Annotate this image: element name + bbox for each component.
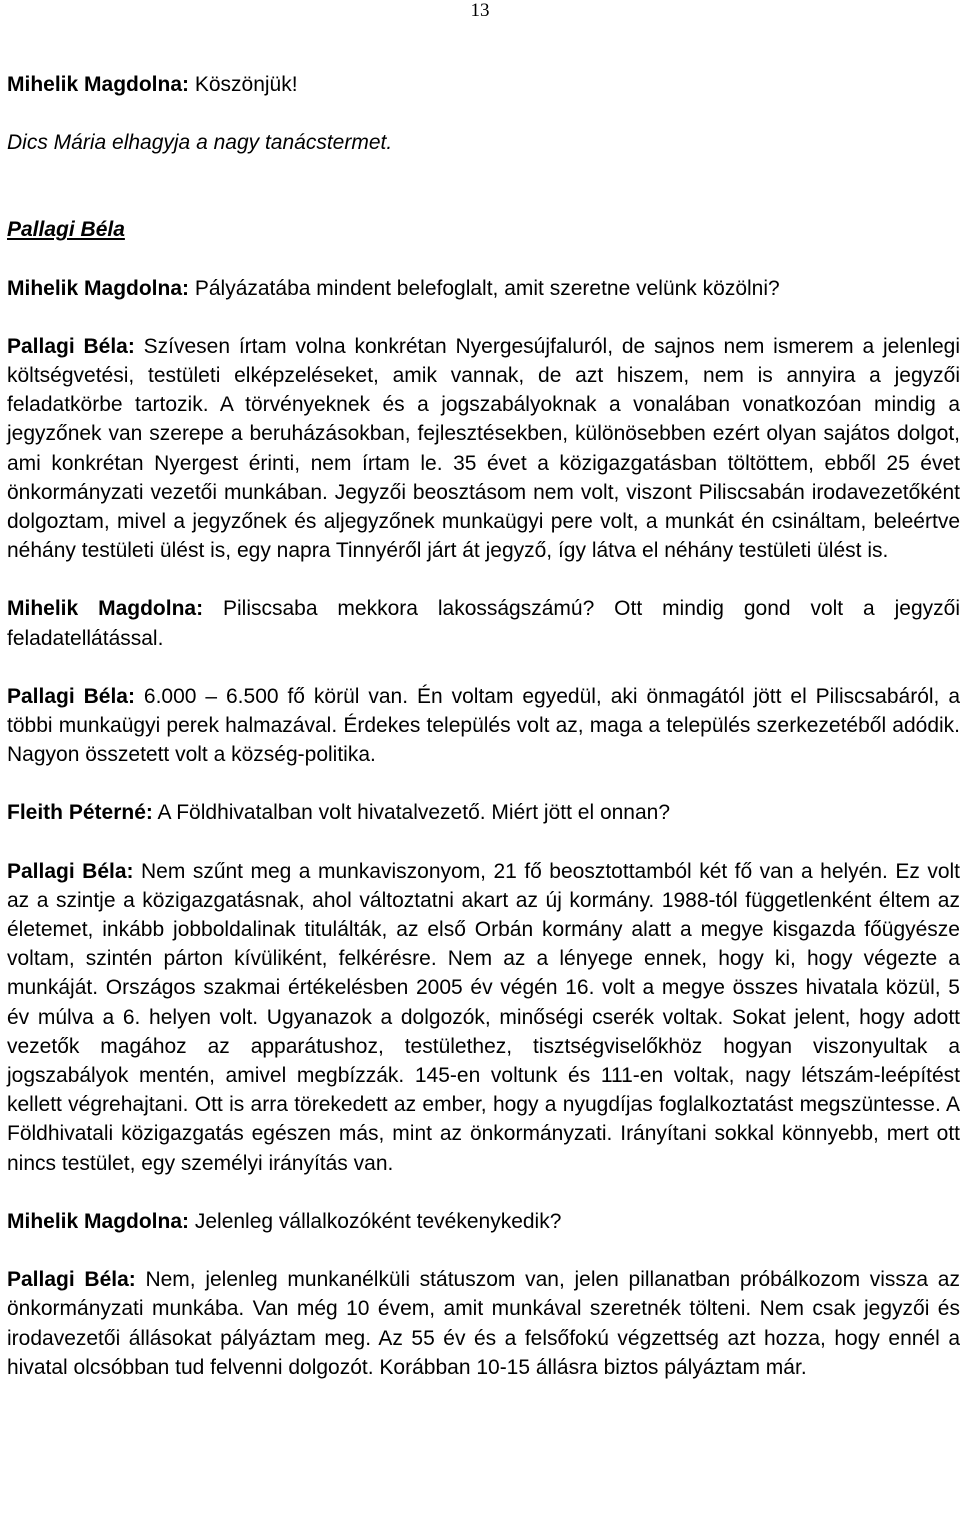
- speech-text: Köszönjük!: [189, 73, 298, 96]
- paragraph-3: [7, 332, 960, 566]
- document-body: [7, 70, 960, 1382]
- section-heading: Pallagi Béla: [7, 218, 125, 242]
- speaker-name: Mihelik Magdolna:: [7, 1209, 190, 1233]
- speech-text: Nem szűnt meg a munkaviszonyom, 21 fő beosztottamból két fő van a helyén. Ez volt az a szintje a közigazgatásnak, ahol változtatni akart az új kormány. 1988-tól függetlenként éltem az életemet, inkább jobboldalinak titulálták, az első Orbán kormány alatt a megye kisgazda főügyésze voltam, szintén párton kívüliként, felkérésre. Nem az a lényege ennek, hogy ki, hogy végezte a munkáját. Országos szakmai értékelésben 2005 év végén 16. volt a megye összes hivatala közül, 5 év múlva a 6. helyen volt. Ugyanazok a dolgozók, minőségi cserék voltak. Sokat jelent, hogy adott vezetők magához az apparátushoz, testülethez, tisztségviselőkhöz hogyan viszonyultak a jogszabályok mentén, amivel megbízzák. 145-en voltunk és 111-en voltak, nagy létszám-leépítést kellett végrehajtani. Ott is arra törekedett az ember, hogy a nyugdíjas foglalkoztatást megszüntesse. A Földhivatali közigazgatás egészen más, mint az önkormányzati. Irányítani sokkal könnyebb, mert ott nincs testület, egy személyi irányítás van.: [7, 859, 960, 1175]
- paragraph-9: [7, 1265, 960, 1382]
- page-number: 13: [470, 0, 490, 21]
- paragraph-7: [7, 857, 960, 1178]
- speaker-name: Mihelik Magdolna:: [7, 73, 190, 96]
- paragraph-8: [7, 1207, 960, 1236]
- speaker-name: Fleith Péterné:: [7, 801, 153, 825]
- speaker-name: Pallagi Béla:: [7, 684, 135, 708]
- speech-text: Nem, jelenleg munkanélküli státuszom van, jelen pillanatban próbálkozom vissza az önkormányzati munkába. Van még 10 évem, amit munkával szeretnék tölteni. Nem csak jegyzői és irodavezetői állásokat pályáztam meg. Az 55 év és a felsőfokú végzettség azt hozza, hogy ennél a hivatal olcsóbban tud felvenni dolgozót. Korábban 10-15 állásra biztos pályáztam már.: [7, 1268, 960, 1379]
- speaker-name: Pallagi Béla:: [7, 334, 135, 358]
- paragraph-5: [7, 682, 960, 770]
- speech-text: A Földhivatalban volt hivatalvezető. Miért jött el onnan?: [152, 801, 671, 825]
- speaker-name: Mihelik Magdolna:: [7, 276, 190, 300]
- speech-text: Pályázatába mindent belefoglalt, amit szeretne velünk közölni?: [189, 276, 780, 300]
- speech-text: Piliscsaba mekkora lakosságszámú? Ott mindig gond volt a jegyzői feladatellátással.: [7, 597, 960, 650]
- speaker-name: Pallagi Béla:: [7, 1268, 136, 1292]
- paragraph-1: [7, 70, 960, 99]
- speech-text: Szívesen írtam volna konkrétan Nyergesújfaluról, de sajnos nem ismerem a jelenlegi költségvetési, testületi elképzeléseket, amik vannak, de azt hiszem, nem is annyira a jegyzői feladatkörbe tartozik. A törvényeknek és a jogszabályoknak a vonalában vonatkozóan mindig a jegyzőnek van szerepe a beruházásokban, fejlesztésekben, különösebben ezért olyan sajátos dolgot, ami konkrétan Nyergest érinti, nem írtam le. 35 évet a közigazgatásban töltöttem, ebből 25 évet önkormányzati vezetői munkában. Jegyzői beosztásom nem volt, viszont Piliscsabán irodavezetőként dolgoztam, mivel a jegyzőnek és aljegyzőnek munkaügyi pere volt, a munkát én csináltam, beleértve néhány testületi ülést is, egy napra Tinnyéről járt át jegyző, így látva el néhány testületi ülést is.: [7, 334, 960, 563]
- paragraph-4: [7, 594, 960, 652]
- speech-text: 6.000 – 6.500 fő körül van. Én voltam egyedül, aki önmagától jött el Piliscsabáról, a többi munkaügyi perek halmazával. Érdekes település volt az, maga a település szerkezetéből adódik. Nagyon összetett volt a község-politika.: [7, 684, 960, 767]
- stage-direction: Dics Mária elhagyja a nagy tanácstermet.: [7, 131, 393, 155]
- speaker-name: Pallagi Béla:: [7, 859, 134, 883]
- paragraph-2: [7, 274, 960, 303]
- speaker-name: Mihelik Magdolna:: [7, 597, 204, 621]
- speech-text: Jelenleg vállalkozóként tevékenykedik?: [189, 1209, 562, 1233]
- paragraph-6: [7, 798, 960, 827]
